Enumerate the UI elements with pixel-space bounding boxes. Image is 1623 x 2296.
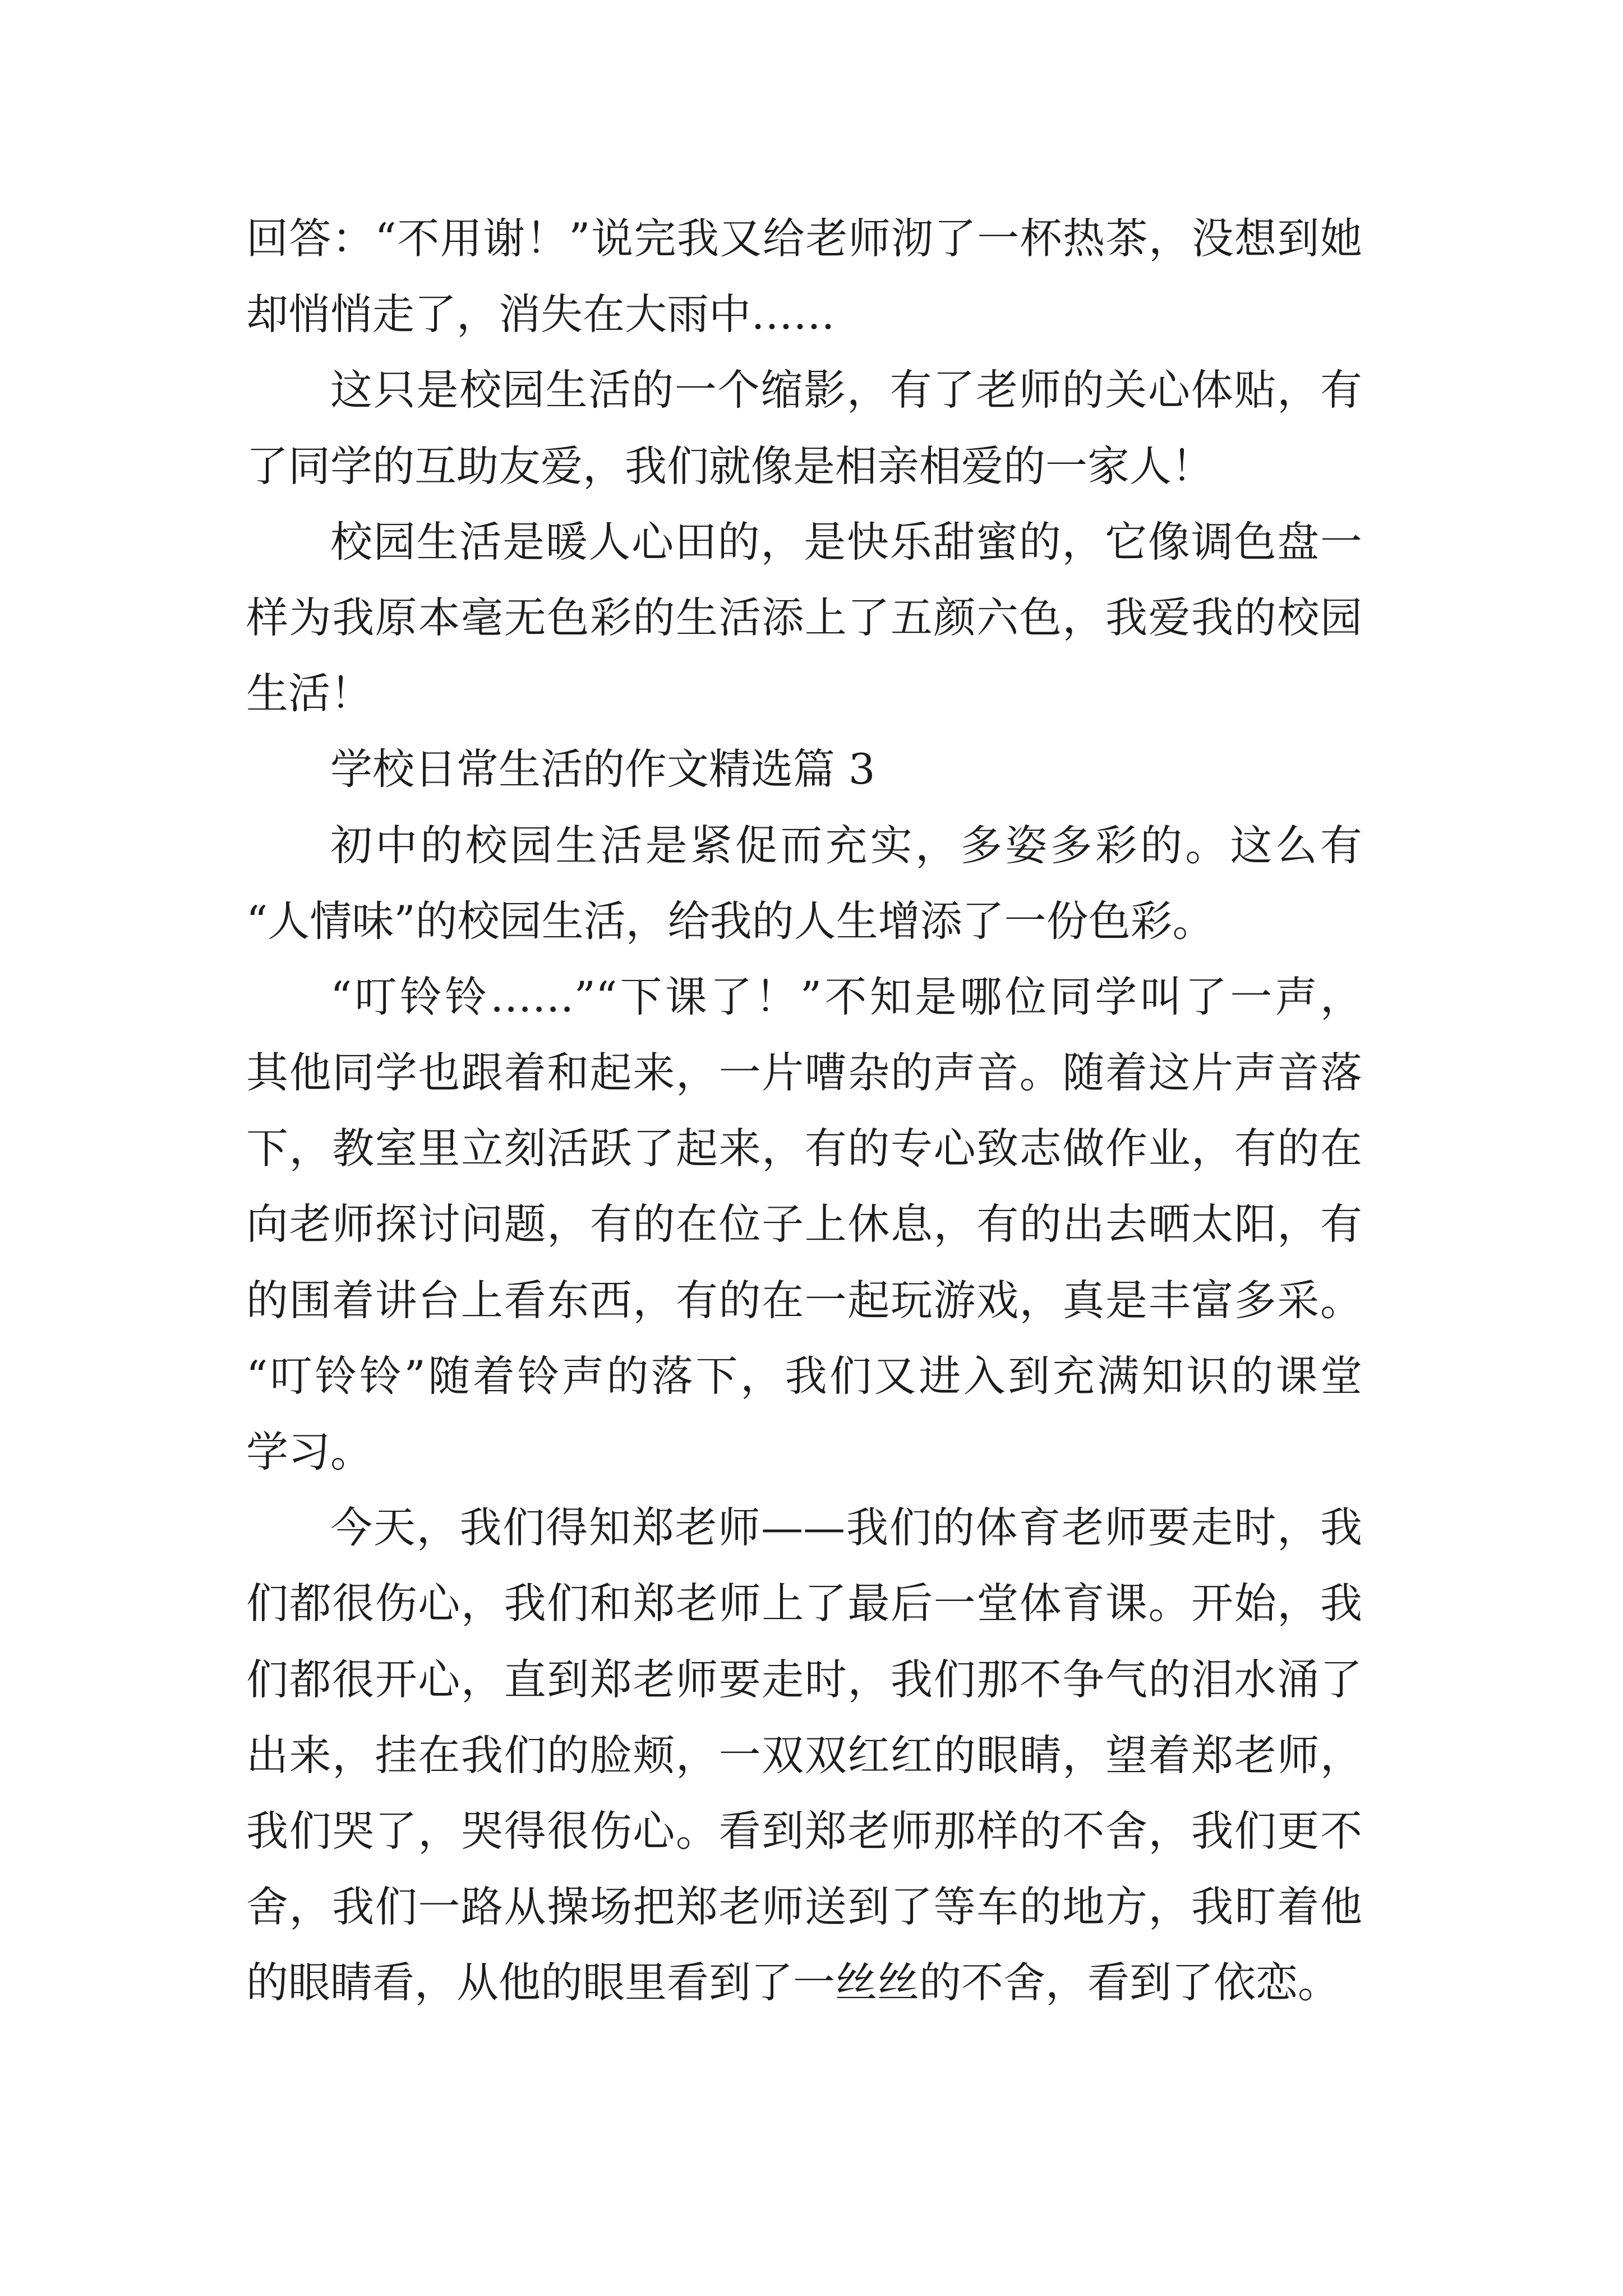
paragraph xyxy=(246,959,1362,1490)
text-line: 样为我原本毫无色彩的生活添上了五颜六色，我爱我的校园 xyxy=(246,592,1362,642)
text-line: “叮铃铃”随着铃声的落下，我们又进入到充满知识的课堂 xyxy=(246,1351,1362,1401)
text-line: “人情味”的校园生活，给我的人生增添了一份色彩。 xyxy=(246,896,1215,946)
text-line: 我们哭了，哭得很伤心。看到郑老师那样的不舍，我们更不 xyxy=(246,1806,1362,1856)
text-line: 们都很伤心，我们和郑老师上了最后一堂体育课。开始，我 xyxy=(246,1579,1362,1628)
text-line: 的围着讲台上看东西，有的在一起玩游戏，真是丰富多采。 xyxy=(246,1275,1362,1325)
paragraph xyxy=(246,808,1362,959)
text-line: 向老师探讨问题，有的在位子上休息，有的出去晒太阳，有 xyxy=(246,1199,1362,1249)
text-line: 回答：“不用谢！”说完我又给老师沏了一杯热茶，没想到她 xyxy=(246,214,1362,263)
text-line: 们都很开心，直到郑老师要走时，我们那不争气的泪水涌了 xyxy=(246,1654,1362,1704)
text-line: 其他同学也跟着和起来，一片嘈杂的声音。随着这片声音落 xyxy=(246,1048,1362,1098)
text-line: 生活！ xyxy=(246,669,373,719)
text-line: 的眼睛看，从他的眼里看到了一丝丝的不舍，看到了依恋。 xyxy=(246,1958,1340,2008)
text-line: 出来，挂在我们的脸颊，一双双红红的眼睛，望着郑老师， xyxy=(246,1730,1362,1780)
section-heading: 学校日常生活的作文精选篇 3 xyxy=(330,744,875,794)
paragraph xyxy=(246,352,1362,504)
text-line: 校园生活是暖人心田的，是快乐甜蜜的，它像调色盘一 xyxy=(330,517,1362,567)
paragraph xyxy=(246,504,1362,732)
text-line: 却悄悄走了，消失在大雨中…… xyxy=(246,289,836,339)
paragraph xyxy=(246,201,1362,352)
text-line: 舍，我们一路从操场把郑老师送到了等车的地方，我盯着他 xyxy=(246,1882,1362,1932)
text-line: 学习。 xyxy=(246,1427,373,1476)
text-line: 了同学的互助友爱，我们就像是相亲相爱的一家人！ xyxy=(246,441,1214,491)
text-line: “叮铃铃……”“下课了！”不知是哪位同学叫了一声， xyxy=(330,972,1362,1022)
text-line: 下，教室里立刻活跃了起来，有的专心致志做作业，有的在 xyxy=(246,1124,1362,1174)
paragraph xyxy=(246,1490,1362,2021)
text-line: 这只是校园生活的一个缩影，有了老师的关心体贴，有 xyxy=(330,365,1362,415)
document-body xyxy=(246,201,1362,2021)
text-line: 今天，我们得知郑老师——我们的体育老师要走时，我 xyxy=(330,1503,1362,1553)
text-line: 初中的校园生活是紧促而充实，多姿多彩的。这么有 xyxy=(330,820,1362,870)
